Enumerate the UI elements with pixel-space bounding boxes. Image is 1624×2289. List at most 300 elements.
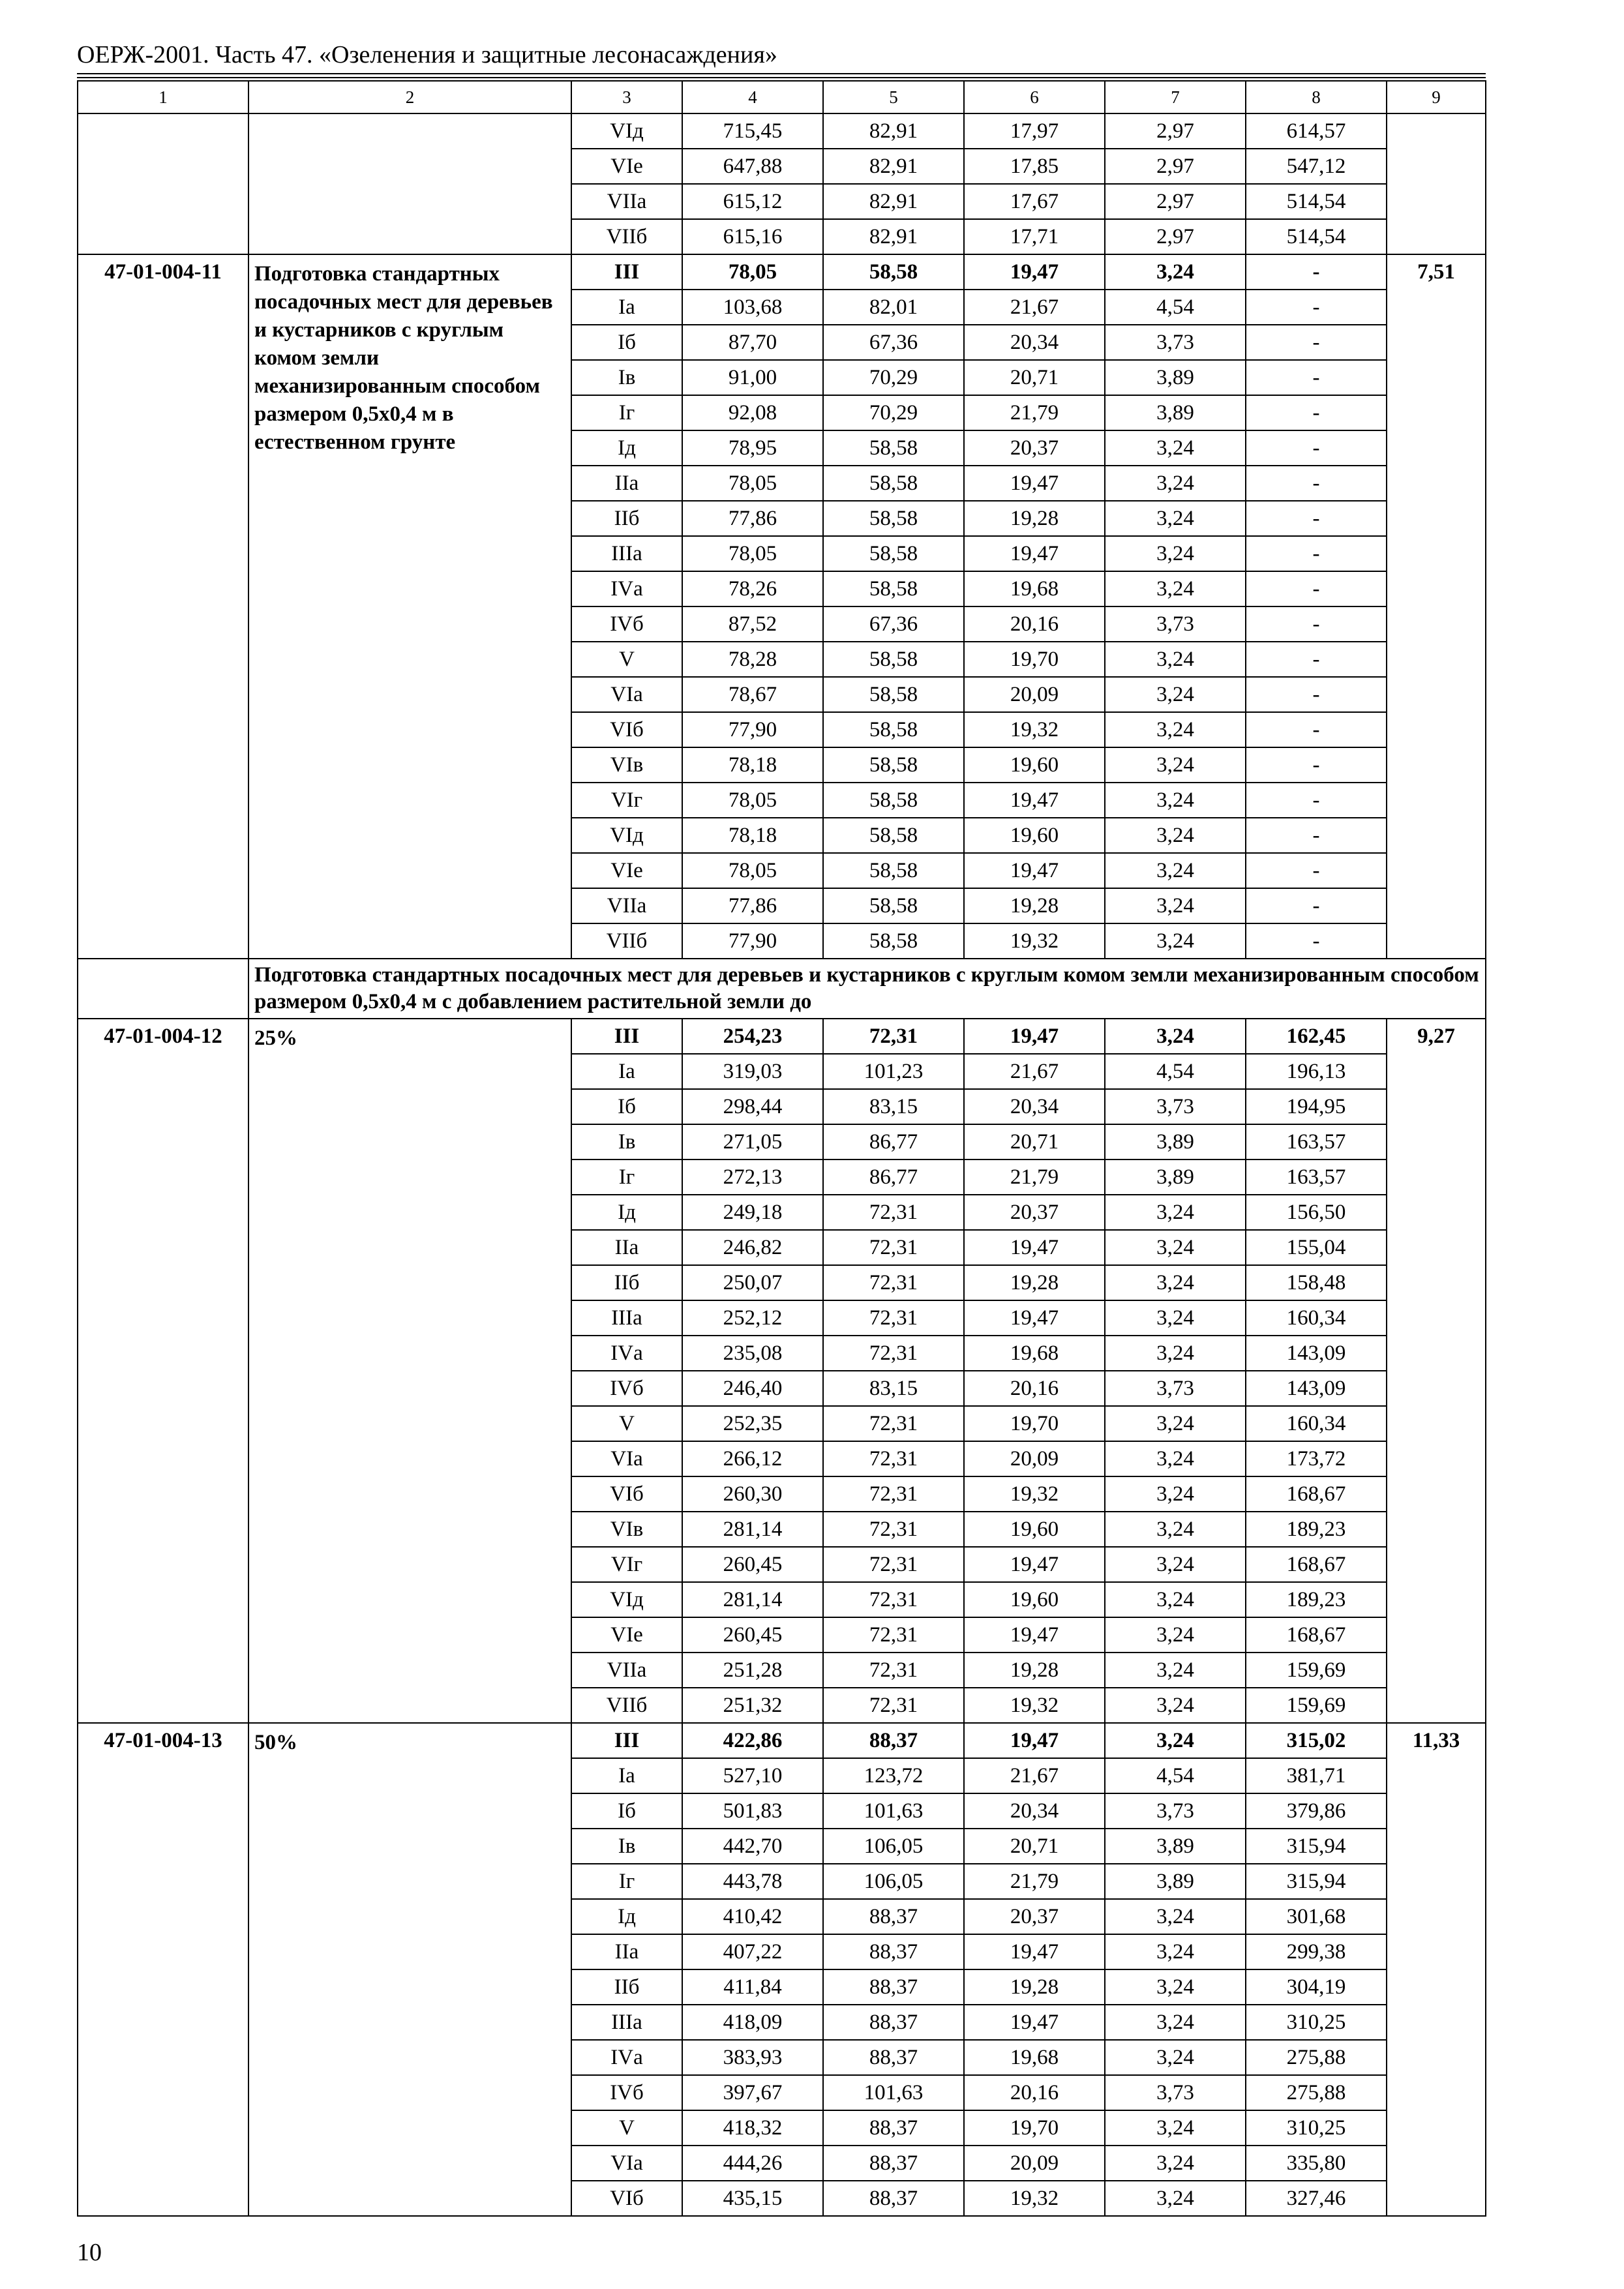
machinist-wage-cell: 3,24 bbox=[1105, 1265, 1246, 1300]
zone-cell: IIIа bbox=[571, 536, 682, 571]
zone-cell: V bbox=[571, 1406, 682, 1441]
machine-cost-cell: 17,85 bbox=[964, 149, 1105, 184]
zone-cell: VIа bbox=[571, 2146, 682, 2181]
zone-cell: IIа bbox=[571, 1934, 682, 1969]
labor-cost-cell: 72,31 bbox=[823, 1476, 964, 1512]
machine-cost-cell: 20,09 bbox=[964, 677, 1105, 712]
column-number-row bbox=[78, 81, 1486, 113]
rate-code: 47-01-004-12 bbox=[78, 1019, 248, 1723]
materials-cost-cell: - bbox=[1246, 712, 1387, 747]
zone-cell: IIа bbox=[571, 466, 682, 501]
column-number: 7 bbox=[1105, 81, 1246, 113]
materials-cost-cell: - bbox=[1246, 254, 1387, 290]
zone-cell: IIа bbox=[571, 1230, 682, 1265]
materials-cost-cell: 315,94 bbox=[1246, 1864, 1387, 1899]
labor-total-cell bbox=[1387, 113, 1486, 254]
total-cost-cell: 78,05 bbox=[682, 254, 823, 290]
machinist-wage-cell: 3,24 bbox=[1105, 536, 1246, 571]
table-row bbox=[78, 254, 1486, 290]
table-row bbox=[78, 113, 1486, 149]
total-cost-cell: 615,12 bbox=[682, 184, 823, 219]
labor-cost-cell: 88,37 bbox=[823, 2110, 964, 2146]
machinist-wage-cell: 3,24 bbox=[1105, 923, 1246, 959]
labor-cost-cell: 58,58 bbox=[823, 923, 964, 959]
materials-cost-cell: 304,19 bbox=[1246, 1969, 1387, 2005]
rate-code: 47-01-004-11 bbox=[78, 254, 248, 959]
labor-cost-cell: 58,58 bbox=[823, 747, 964, 783]
labor-cost-cell: 72,31 bbox=[823, 1617, 964, 1653]
materials-cost-cell: 514,54 bbox=[1246, 184, 1387, 219]
zone-cell: VIб bbox=[571, 2181, 682, 2216]
materials-cost-cell: 379,86 bbox=[1246, 1793, 1387, 1829]
machine-cost-cell: 19,47 bbox=[964, 1019, 1105, 1054]
section-title: Подготовка стандартных посадочных мест для деревьев и кустарников с круглым комом земли механизированным способом размером 0,5х0,4 м с добавлением растительной земли до bbox=[248, 959, 1486, 1019]
materials-cost-cell: - bbox=[1246, 571, 1387, 606]
machinist-wage-cell: 3,24 bbox=[1105, 1476, 1246, 1512]
zone-cell: IVа bbox=[571, 1336, 682, 1371]
labor-total-cell: 9,27 bbox=[1387, 1019, 1486, 1723]
zone-cell: VIд bbox=[571, 818, 682, 853]
total-cost-cell: 77,86 bbox=[682, 501, 823, 536]
zone-cell: Iа bbox=[571, 290, 682, 325]
total-cost-cell: 78,18 bbox=[682, 747, 823, 783]
labor-cost-cell: 58,58 bbox=[823, 466, 964, 501]
machinist-wage-cell: 3,89 bbox=[1105, 1159, 1246, 1195]
column-number: 4 bbox=[682, 81, 823, 113]
machinist-wage-cell: 3,24 bbox=[1105, 1688, 1246, 1723]
machinist-wage-cell: 3,24 bbox=[1105, 466, 1246, 501]
labor-cost-cell: 58,58 bbox=[823, 853, 964, 888]
machine-cost-cell: 19,47 bbox=[964, 1230, 1105, 1265]
zone-cell: IVб bbox=[571, 1371, 682, 1406]
machinist-wage-cell: 3,24 bbox=[1105, 1582, 1246, 1617]
total-cost-cell: 92,08 bbox=[682, 395, 823, 430]
column-number: 6 bbox=[964, 81, 1105, 113]
column-number: 9 bbox=[1387, 81, 1486, 113]
page-number: 10 bbox=[77, 2239, 102, 2266]
machine-cost-cell: 17,97 bbox=[964, 113, 1105, 149]
labor-cost-cell: 58,58 bbox=[823, 677, 964, 712]
materials-cost-cell: 160,34 bbox=[1246, 1406, 1387, 1441]
total-cost-cell: 715,45 bbox=[682, 113, 823, 149]
machine-cost-cell: 19,70 bbox=[964, 2110, 1105, 2146]
zone-cell: VIд bbox=[571, 113, 682, 149]
machinist-wage-cell: 3,73 bbox=[1105, 2075, 1246, 2110]
labor-cost-cell: 83,15 bbox=[823, 1371, 964, 1406]
zone-cell: Iв bbox=[571, 1124, 682, 1159]
machine-cost-cell: 20,71 bbox=[964, 1124, 1105, 1159]
column-number: 5 bbox=[823, 81, 964, 113]
materials-cost-cell: 315,94 bbox=[1246, 1829, 1387, 1864]
materials-cost-cell: 315,02 bbox=[1246, 1723, 1387, 1758]
labor-cost-cell: 58,58 bbox=[823, 783, 964, 818]
machinist-wage-cell: 3,24 bbox=[1105, 1406, 1246, 1441]
zone-cell: IIб bbox=[571, 501, 682, 536]
zone-cell: VIIб bbox=[571, 219, 682, 254]
labor-cost-cell: 58,58 bbox=[823, 430, 964, 466]
labor-cost-cell: 70,29 bbox=[823, 360, 964, 395]
total-cost-cell: 272,13 bbox=[682, 1159, 823, 1195]
machine-cost-cell: 19,60 bbox=[964, 818, 1105, 853]
total-cost-cell: 77,86 bbox=[682, 888, 823, 923]
labor-cost-cell: 72,31 bbox=[823, 1195, 964, 1230]
price-table bbox=[77, 80, 1486, 2217]
zone-cell: VIб bbox=[571, 712, 682, 747]
zone-cell: VIг bbox=[571, 1547, 682, 1582]
materials-cost-cell: 301,68 bbox=[1246, 1899, 1387, 1934]
labor-cost-cell: 72,31 bbox=[823, 1406, 964, 1441]
machinist-wage-cell: 3,24 bbox=[1105, 254, 1246, 290]
labor-cost-cell: 88,37 bbox=[823, 1934, 964, 1969]
total-cost-cell: 260,30 bbox=[682, 1476, 823, 1512]
machine-cost-cell: 20,09 bbox=[964, 2146, 1105, 2181]
section-code-cell bbox=[78, 959, 248, 1019]
machinist-wage-cell: 4,54 bbox=[1105, 290, 1246, 325]
labor-cost-cell: 72,31 bbox=[823, 1512, 964, 1547]
materials-cost-cell: 299,38 bbox=[1246, 1934, 1387, 1969]
materials-cost-cell: - bbox=[1246, 430, 1387, 466]
total-cost-cell: 78,05 bbox=[682, 783, 823, 818]
machine-cost-cell: 20,16 bbox=[964, 1371, 1105, 1406]
labor-cost-cell: 86,77 bbox=[823, 1124, 964, 1159]
total-cost-cell: 103,68 bbox=[682, 290, 823, 325]
materials-cost-cell: 158,48 bbox=[1246, 1265, 1387, 1300]
total-cost-cell: 254,23 bbox=[682, 1019, 823, 1054]
labor-cost-cell: 82,01 bbox=[823, 290, 964, 325]
machinist-wage-cell: 3,24 bbox=[1105, 712, 1246, 747]
machine-cost-cell: 21,67 bbox=[964, 1758, 1105, 1793]
zone-cell: Iв bbox=[571, 360, 682, 395]
machine-cost-cell: 21,79 bbox=[964, 1864, 1105, 1899]
total-cost-cell: 78,05 bbox=[682, 466, 823, 501]
machine-cost-cell: 19,47 bbox=[964, 1300, 1105, 1336]
machine-cost-cell: 20,34 bbox=[964, 1089, 1105, 1124]
materials-cost-cell: - bbox=[1246, 325, 1387, 360]
zone-cell: Iг bbox=[571, 395, 682, 430]
machinist-wage-cell: 3,73 bbox=[1105, 606, 1246, 642]
total-cost-cell: 647,88 bbox=[682, 149, 823, 184]
machine-cost-cell: 19,47 bbox=[964, 1547, 1105, 1582]
zone-cell: III bbox=[571, 1019, 682, 1054]
materials-cost-cell: - bbox=[1246, 290, 1387, 325]
labor-cost-cell: 70,29 bbox=[823, 395, 964, 430]
machinist-wage-cell: 3,24 bbox=[1105, 1336, 1246, 1371]
machinist-wage-cell: 3,24 bbox=[1105, 1300, 1246, 1336]
labor-cost-cell: 88,37 bbox=[823, 2146, 964, 2181]
zone-cell: VIIа bbox=[571, 1653, 682, 1688]
machine-cost-cell: 19,32 bbox=[964, 2181, 1105, 2216]
total-cost-cell: 251,28 bbox=[682, 1653, 823, 1688]
machine-cost-cell: 19,28 bbox=[964, 888, 1105, 923]
machine-cost-cell: 19,32 bbox=[964, 1476, 1105, 1512]
machine-cost-cell: 20,37 bbox=[964, 1195, 1105, 1230]
materials-cost-cell: - bbox=[1246, 818, 1387, 853]
labor-cost-cell: 88,37 bbox=[823, 2005, 964, 2040]
materials-cost-cell: 275,88 bbox=[1246, 2040, 1387, 2075]
machine-cost-cell: 19,47 bbox=[964, 853, 1105, 888]
total-cost-cell: 266,12 bbox=[682, 1441, 823, 1476]
machinist-wage-cell: 3,24 bbox=[1105, 853, 1246, 888]
labor-total-cell: 7,51 bbox=[1387, 254, 1486, 959]
machinist-wage-cell: 3,24 bbox=[1105, 747, 1246, 783]
machinist-wage-cell: 3,24 bbox=[1105, 2146, 1246, 2181]
labor-cost-cell: 88,37 bbox=[823, 2040, 964, 2075]
materials-cost-cell: 143,09 bbox=[1246, 1371, 1387, 1406]
labor-cost-cell: 72,31 bbox=[823, 1265, 964, 1300]
labor-cost-cell: 101,63 bbox=[823, 2075, 964, 2110]
materials-cost-cell: - bbox=[1246, 642, 1387, 677]
machine-cost-cell: 19,32 bbox=[964, 923, 1105, 959]
machinist-wage-cell: 3,24 bbox=[1105, 818, 1246, 853]
machine-cost-cell: 19,32 bbox=[964, 1688, 1105, 1723]
labor-cost-cell: 67,36 bbox=[823, 606, 964, 642]
zone-cell: VIд bbox=[571, 1582, 682, 1617]
total-cost-cell: 78,26 bbox=[682, 571, 823, 606]
column-number: 1 bbox=[78, 81, 248, 113]
materials-cost-cell: 310,25 bbox=[1246, 2110, 1387, 2146]
labor-cost-cell: 101,23 bbox=[823, 1054, 964, 1089]
machine-cost-cell: 19,68 bbox=[964, 571, 1105, 606]
machine-cost-cell: 19,28 bbox=[964, 501, 1105, 536]
total-cost-cell: 422,86 bbox=[682, 1723, 823, 1758]
machine-cost-cell: 20,71 bbox=[964, 1829, 1105, 1864]
machine-cost-cell: 21,79 bbox=[964, 1159, 1105, 1195]
labor-cost-cell: 123,72 bbox=[823, 1758, 964, 1793]
total-cost-cell: 246,82 bbox=[682, 1230, 823, 1265]
materials-cost-cell: 335,80 bbox=[1246, 2146, 1387, 2181]
machinist-wage-cell: 3,24 bbox=[1105, 1617, 1246, 1653]
materials-cost-cell: 189,23 bbox=[1246, 1582, 1387, 1617]
machinist-wage-cell: 3,24 bbox=[1105, 501, 1246, 536]
total-cost-cell: 78,95 bbox=[682, 430, 823, 466]
total-cost-cell: 435,15 bbox=[682, 2181, 823, 2216]
materials-cost-cell: 163,57 bbox=[1246, 1124, 1387, 1159]
machine-cost-cell: 19,68 bbox=[964, 2040, 1105, 2075]
zone-cell: IIб bbox=[571, 1969, 682, 2005]
machine-cost-cell: 19,47 bbox=[964, 1934, 1105, 1969]
total-cost-cell: 501,83 bbox=[682, 1793, 823, 1829]
total-cost-cell: 91,00 bbox=[682, 360, 823, 395]
labor-cost-cell: 72,31 bbox=[823, 1688, 964, 1723]
materials-cost-cell: 189,23 bbox=[1246, 1512, 1387, 1547]
page-header: ОЕРЖ-2001. Часть 47. «Озеленения и защитные лесонасаждения» bbox=[77, 41, 777, 68]
zone-cell: VIв bbox=[571, 1512, 682, 1547]
labor-cost-cell: 58,58 bbox=[823, 571, 964, 606]
total-cost-cell: 271,05 bbox=[682, 1124, 823, 1159]
zone-cell: IVб bbox=[571, 606, 682, 642]
labor-cost-cell: 88,37 bbox=[823, 1723, 964, 1758]
total-cost-cell: 246,40 bbox=[682, 1371, 823, 1406]
machinist-wage-cell: 3,24 bbox=[1105, 2110, 1246, 2146]
labor-cost-cell: 72,31 bbox=[823, 1582, 964, 1617]
total-cost-cell: 260,45 bbox=[682, 1617, 823, 1653]
total-cost-cell: 383,93 bbox=[682, 2040, 823, 2075]
machine-cost-cell: 17,71 bbox=[964, 219, 1105, 254]
labor-cost-cell: 72,31 bbox=[823, 1336, 964, 1371]
zone-cell: VIг bbox=[571, 783, 682, 818]
total-cost-cell: 411,84 bbox=[682, 1969, 823, 2005]
machine-cost-cell: 20,37 bbox=[964, 1899, 1105, 1934]
zone-cell: IVб bbox=[571, 2075, 682, 2110]
total-cost-cell: 78,18 bbox=[682, 818, 823, 853]
total-cost-cell: 260,45 bbox=[682, 1547, 823, 1582]
total-cost-cell: 615,16 bbox=[682, 219, 823, 254]
materials-cost-cell: - bbox=[1246, 501, 1387, 536]
header-rule bbox=[77, 73, 1486, 74]
labor-cost-cell: 58,58 bbox=[823, 536, 964, 571]
zone-cell: VIе bbox=[571, 1617, 682, 1653]
materials-cost-cell: 614,57 bbox=[1246, 113, 1387, 149]
materials-cost-cell: 275,88 bbox=[1246, 2075, 1387, 2110]
machinist-wage-cell: 2,97 bbox=[1105, 149, 1246, 184]
total-cost-cell: 298,44 bbox=[682, 1089, 823, 1124]
machine-cost-cell: 19,28 bbox=[964, 1265, 1105, 1300]
materials-cost-cell: - bbox=[1246, 923, 1387, 959]
labor-cost-cell: 72,31 bbox=[823, 1653, 964, 1688]
machinist-wage-cell: 3,24 bbox=[1105, 1441, 1246, 1476]
zone-cell: Iг bbox=[571, 1864, 682, 1899]
table-row bbox=[78, 1723, 1486, 1758]
total-cost-cell: 442,70 bbox=[682, 1829, 823, 1864]
zone-cell: III bbox=[571, 254, 682, 290]
zone-cell: Iа bbox=[571, 1054, 682, 1089]
materials-cost-cell: - bbox=[1246, 395, 1387, 430]
materials-cost-cell: 143,09 bbox=[1246, 1336, 1387, 1371]
labor-cost-cell: 88,37 bbox=[823, 2181, 964, 2216]
zone-cell: V bbox=[571, 642, 682, 677]
labor-cost-cell: 58,58 bbox=[823, 501, 964, 536]
zone-cell: VIIа bbox=[571, 888, 682, 923]
materials-cost-cell: - bbox=[1246, 747, 1387, 783]
machine-cost-cell: 19,47 bbox=[964, 466, 1105, 501]
machinist-wage-cell: 3,24 bbox=[1105, 1547, 1246, 1582]
section-heading-row bbox=[78, 959, 1486, 1019]
total-cost-cell: 87,52 bbox=[682, 606, 823, 642]
machinist-wage-cell: 3,24 bbox=[1105, 1512, 1246, 1547]
description-cell bbox=[248, 113, 571, 254]
machinist-wage-cell: 3,89 bbox=[1105, 1829, 1246, 1864]
machinist-wage-cell: 3,73 bbox=[1105, 1089, 1246, 1124]
machine-cost-cell: 20,71 bbox=[964, 360, 1105, 395]
machine-cost-cell: 20,16 bbox=[964, 606, 1105, 642]
machine-cost-cell: 20,16 bbox=[964, 2075, 1105, 2110]
machinist-wage-cell: 3,89 bbox=[1105, 1864, 1246, 1899]
labor-cost-cell: 58,58 bbox=[823, 254, 964, 290]
machine-cost-cell: 19,68 bbox=[964, 1336, 1105, 1371]
machine-cost-cell: 19,28 bbox=[964, 1653, 1105, 1688]
zone-cell: VIб bbox=[571, 1476, 682, 1512]
labor-cost-cell: 101,63 bbox=[823, 1793, 964, 1829]
machinist-wage-cell: 3,24 bbox=[1105, 1723, 1246, 1758]
materials-cost-cell: 160,34 bbox=[1246, 1300, 1387, 1336]
column-number: 3 bbox=[571, 81, 682, 113]
total-cost-cell: 418,09 bbox=[682, 2005, 823, 2040]
zone-cell: IIIа bbox=[571, 2005, 682, 2040]
machinist-wage-cell: 3,24 bbox=[1105, 1195, 1246, 1230]
machinist-wage-cell: 2,97 bbox=[1105, 113, 1246, 149]
rate-description: 25% bbox=[248, 1019, 571, 1723]
materials-cost-cell: - bbox=[1246, 466, 1387, 501]
machinist-wage-cell: 4,54 bbox=[1105, 1758, 1246, 1793]
machine-cost-cell: 20,37 bbox=[964, 430, 1105, 466]
materials-cost-cell: 155,04 bbox=[1246, 1230, 1387, 1265]
machinist-wage-cell: 3,89 bbox=[1105, 395, 1246, 430]
materials-cost-cell: 162,45 bbox=[1246, 1019, 1387, 1054]
labor-cost-cell: 58,58 bbox=[823, 888, 964, 923]
zone-cell: VIа bbox=[571, 1441, 682, 1476]
zone-cell: Iб bbox=[571, 1089, 682, 1124]
total-cost-cell: 87,70 bbox=[682, 325, 823, 360]
zone-cell: VIе bbox=[571, 853, 682, 888]
materials-cost-cell: 159,69 bbox=[1246, 1688, 1387, 1723]
total-cost-cell: 250,07 bbox=[682, 1265, 823, 1300]
rate-description: Подготовка стандартных посадочных мест для деревьев и кустарников с круглым комом земли механизированным способом размером 0,5х0,4 м в естественном грунте bbox=[248, 254, 571, 959]
total-cost-cell: 410,42 bbox=[682, 1899, 823, 1934]
machine-cost-cell: 20,34 bbox=[964, 325, 1105, 360]
machine-cost-cell: 19,47 bbox=[964, 536, 1105, 571]
code-cell bbox=[78, 113, 248, 254]
total-cost-cell: 418,32 bbox=[682, 2110, 823, 2146]
machinist-wage-cell: 4,54 bbox=[1105, 1054, 1246, 1089]
labor-total-cell: 11,33 bbox=[1387, 1723, 1486, 2216]
machine-cost-cell: 19,28 bbox=[964, 1969, 1105, 2005]
materials-cost-cell: 173,72 bbox=[1246, 1441, 1387, 1476]
header-rule-double bbox=[77, 77, 1486, 78]
machine-cost-cell: 21,67 bbox=[964, 290, 1105, 325]
materials-cost-cell: 547,12 bbox=[1246, 149, 1387, 184]
labor-cost-cell: 58,58 bbox=[823, 712, 964, 747]
materials-cost-cell: 163,57 bbox=[1246, 1159, 1387, 1195]
total-cost-cell: 443,78 bbox=[682, 1864, 823, 1899]
machine-cost-cell: 19,70 bbox=[964, 642, 1105, 677]
materials-cost-cell: - bbox=[1246, 360, 1387, 395]
total-cost-cell: 78,05 bbox=[682, 853, 823, 888]
zone-cell: Iд bbox=[571, 1899, 682, 1934]
rate-code: 47-01-004-13 bbox=[78, 1723, 248, 2216]
machinist-wage-cell: 3,24 bbox=[1105, 783, 1246, 818]
materials-cost-cell: 381,71 bbox=[1246, 1758, 1387, 1793]
materials-cost-cell: - bbox=[1246, 677, 1387, 712]
total-cost-cell: 319,03 bbox=[682, 1054, 823, 1089]
materials-cost-cell: - bbox=[1246, 783, 1387, 818]
total-cost-cell: 249,18 bbox=[682, 1195, 823, 1230]
total-cost-cell: 281,14 bbox=[682, 1582, 823, 1617]
machine-cost-cell: 19,47 bbox=[964, 1723, 1105, 1758]
machine-cost-cell: 19,47 bbox=[964, 783, 1105, 818]
materials-cost-cell: 327,46 bbox=[1246, 2181, 1387, 2216]
zone-cell: Iа bbox=[571, 1758, 682, 1793]
table-row bbox=[78, 1019, 1486, 1054]
machinist-wage-cell: 3,73 bbox=[1105, 1793, 1246, 1829]
zone-cell: V bbox=[571, 2110, 682, 2146]
machine-cost-cell: 20,34 bbox=[964, 1793, 1105, 1829]
machine-cost-cell: 21,67 bbox=[964, 1054, 1105, 1089]
materials-cost-cell: 168,67 bbox=[1246, 1547, 1387, 1582]
materials-cost-cell: - bbox=[1246, 853, 1387, 888]
machinist-wage-cell: 3,89 bbox=[1105, 360, 1246, 395]
zone-cell: IIIа bbox=[571, 1300, 682, 1336]
materials-cost-cell: 310,25 bbox=[1246, 2005, 1387, 2040]
total-cost-cell: 78,28 bbox=[682, 642, 823, 677]
zone-cell: Iб bbox=[571, 1793, 682, 1829]
total-cost-cell: 407,22 bbox=[682, 1934, 823, 1969]
machinist-wage-cell: 3,24 bbox=[1105, 2181, 1246, 2216]
machinist-wage-cell: 2,97 bbox=[1105, 219, 1246, 254]
labor-cost-cell: 88,37 bbox=[823, 1899, 964, 1934]
materials-cost-cell: 156,50 bbox=[1246, 1195, 1387, 1230]
machinist-wage-cell: 3,24 bbox=[1105, 1230, 1246, 1265]
labor-cost-cell: 82,91 bbox=[823, 219, 964, 254]
